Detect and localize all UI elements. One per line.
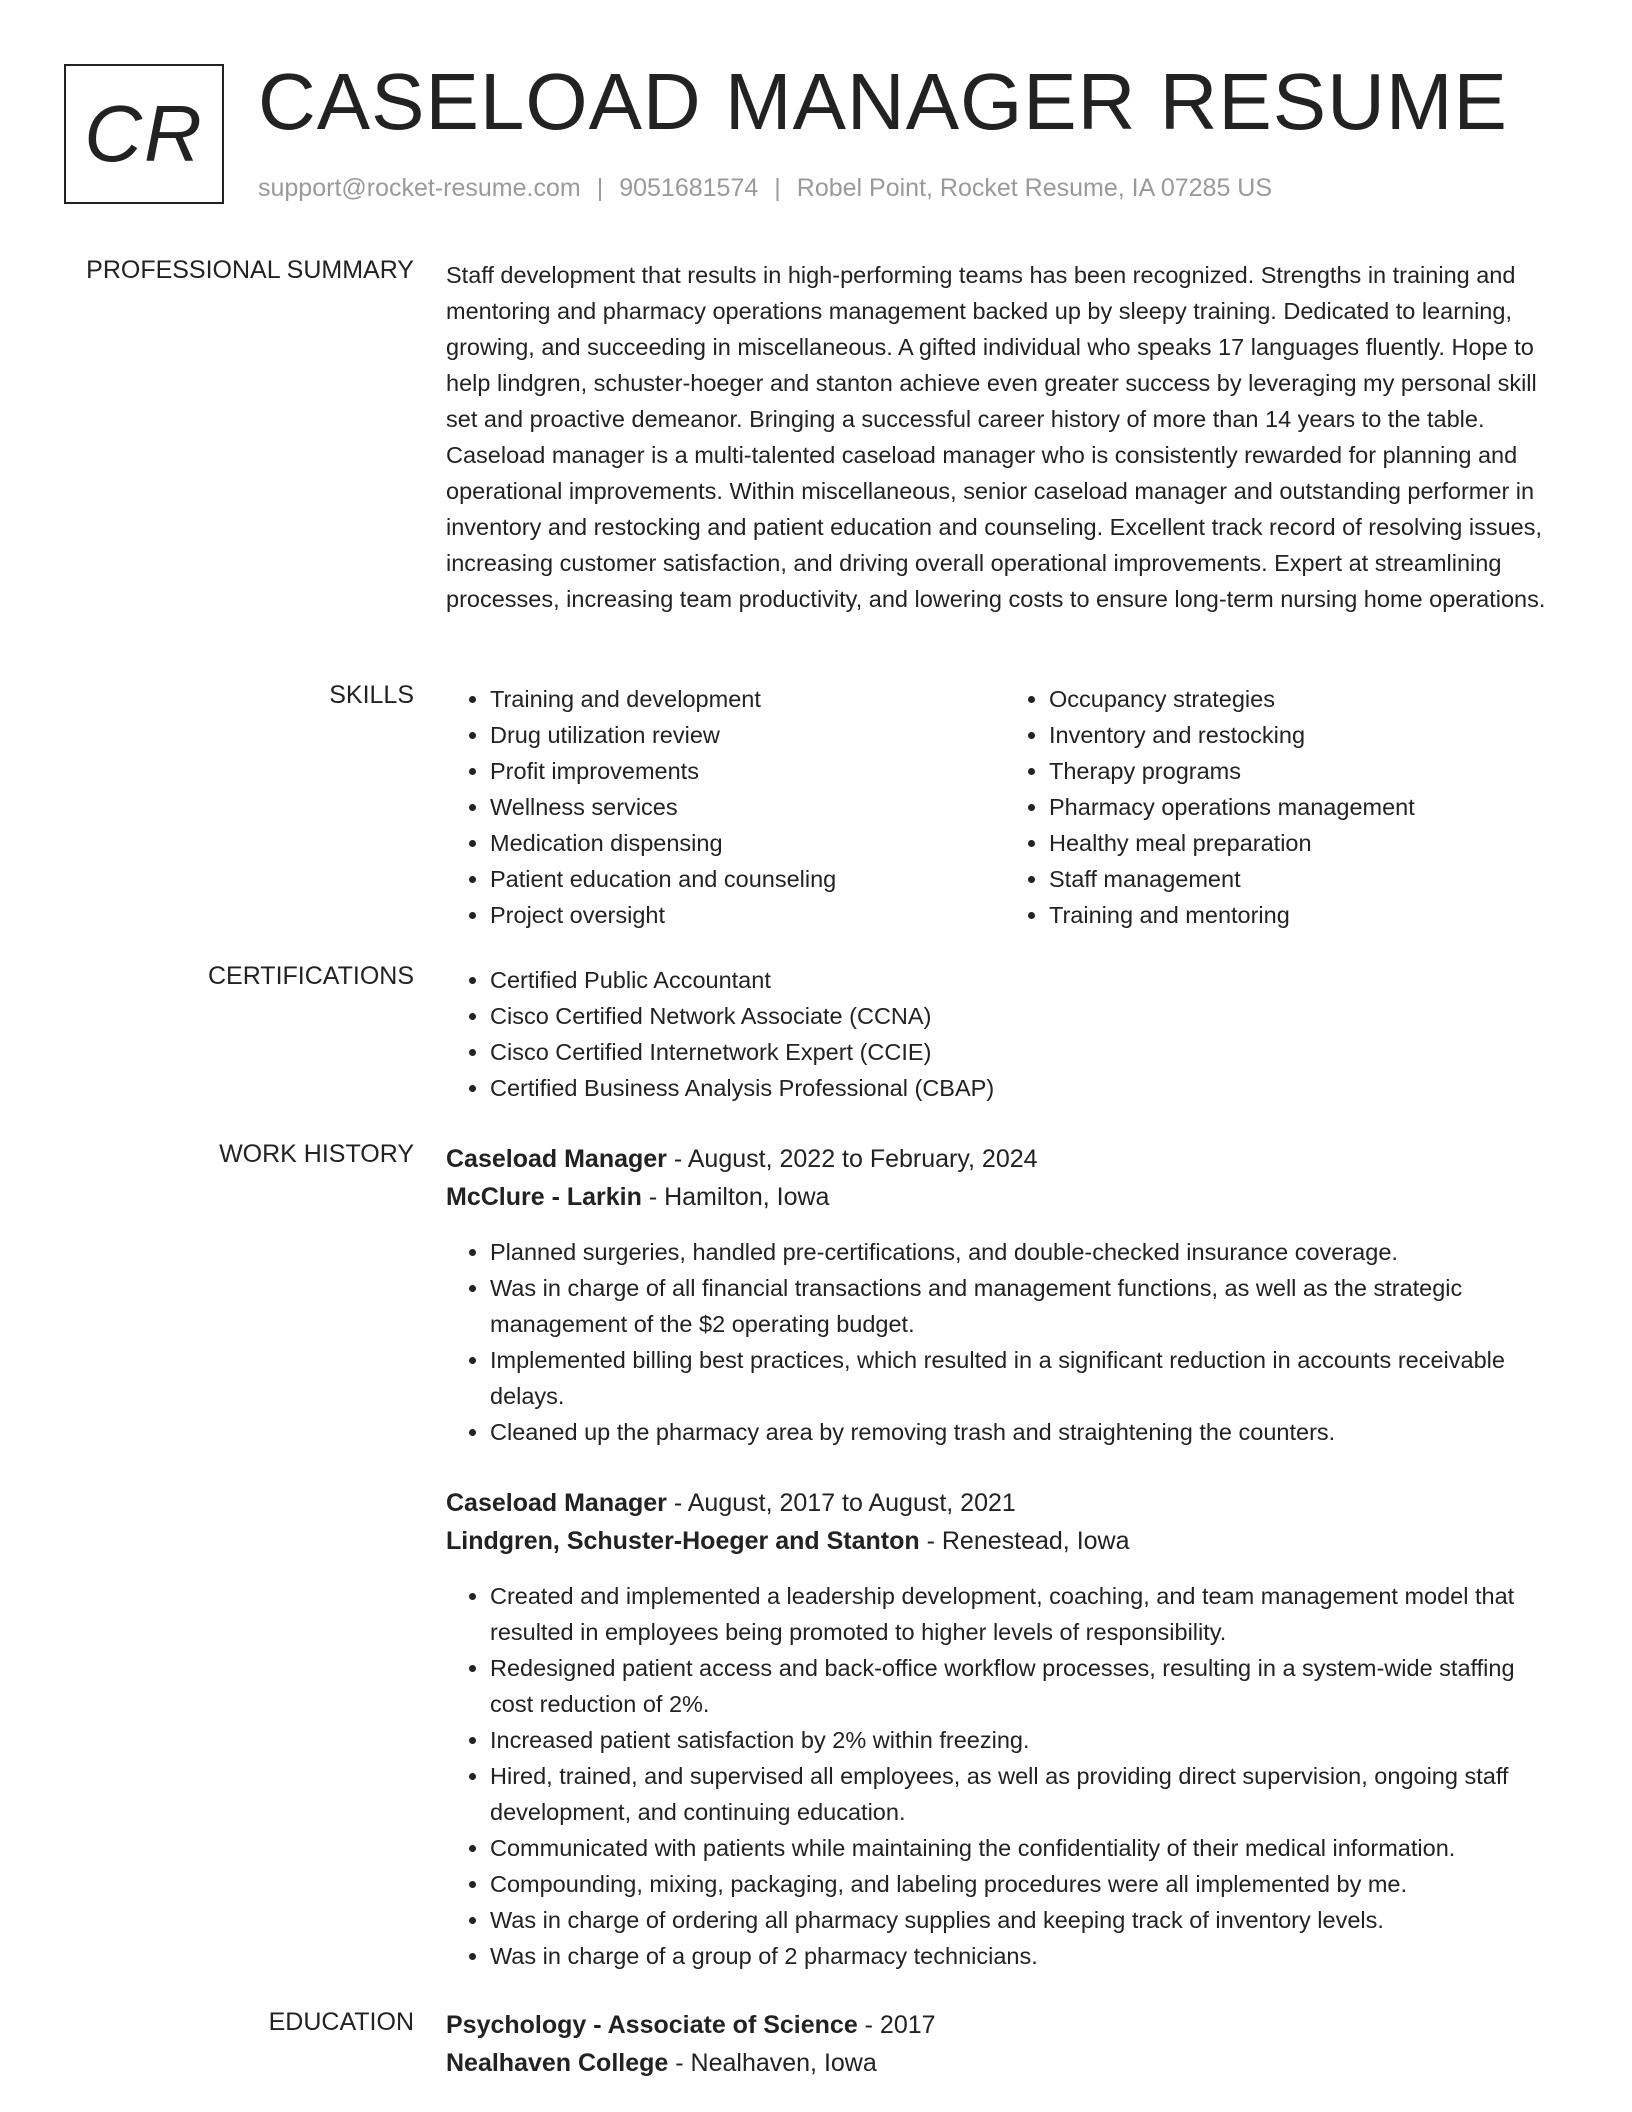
list-item: • Healthy meal preparation (1049, 825, 1564, 861)
list-item: • Planned surgeries, handled pre-certifications, and double-checked insurance coverage. (490, 1234, 1564, 1270)
list-item: • Patient education and counseling (490, 861, 1005, 897)
list-item: • Was in charge of a group of 2 pharmacy technicians. (490, 1938, 1564, 1974)
section-heading-work-history: WORK HISTORY (219, 1140, 414, 1168)
job-company: Lindgren, Schuster-Hoeger and Stanton (446, 1527, 920, 1555)
degree: Psychology - Associate of Science (446, 2011, 858, 2039)
contact-separator: | (596, 174, 604, 202)
job-entry (446, 1140, 1564, 1450)
list-item: • Inventory and restocking (1049, 717, 1564, 753)
job-title: Caseload Manager (446, 1145, 667, 1173)
summary-text: Staff development that results in high-performing teams has been recognized. Strengths in training and mentoring and pharmacy operations management backed up by sleepy training. Dedicated to learning, growing, and succeeding in miscellaneous. A gifted individual who speaks 17 languages fluently. Hope to help lindgren, schuster-hoeger and stanton achieve even greater success by leveraging my personal skill set and proactive demeanor. Bringing a successful career history of more than 14 years to the table. Caseload manager is a multi-talented caseload manager who is consistently rewarded for planning and operational improvements. Within miscellaneous, senior caseload manager and outstanding performer in inventory and restocking and patient education and counseling. Excellent track record of resolving issues, increasing customer satisfaction, and driving overall operational improvements. Expert at streamlining processes, increasing team productivity, and lowering costs to ensure long-term nursing home operations. (446, 262, 1546, 612)
job-bullets (446, 1234, 1564, 1450)
section-heading-summary: PROFESSIONAL SUMMARY (86, 256, 414, 284)
job-entry (446, 1484, 1564, 1974)
list-item: • Training and mentoring (1049, 897, 1564, 933)
list-item: • Pharmacy operations management (1049, 789, 1564, 825)
job-dates: - August, 2022 to February, 2024 (666, 1145, 1038, 1173)
list-item: • Certified Public Accountant (490, 962, 1564, 998)
job-dates: - August, 2017 to August, 2021 (666, 1489, 1016, 1517)
list-item: • Profit improvements (490, 753, 1005, 789)
job-location: - Hamilton, Iowa (641, 1183, 830, 1211)
list-item: • Redesigned patient access and back-office workflow processes, resulting in a system-wide staffing cost reduction of 2%. (490, 1650, 1564, 1722)
list-item: • Hired, trained, and supervised all employees, as well as providing direct supervision, ongoing staff development, and continuing education. (490, 1758, 1564, 1830)
job-title-line (446, 1484, 1564, 1522)
contact-separator: | (774, 174, 781, 202)
skills-column-right (1005, 681, 1564, 933)
list-item: • Implemented billing best practices, which resulted in a significant reduction in accounts receivable delays. (490, 1342, 1564, 1414)
list-item: • Created and implemented a leadership development, coaching, and team management model that resulted in employees being promoted to higher levels of responsibility. (490, 1578, 1564, 1650)
list-item: • Project oversight (490, 897, 1005, 933)
list-item: • Training and development (490, 681, 1005, 717)
list-item: • Was in charge of all financial transactions and management functions, as well as the strategic management of the $2 operating budget. (490, 1270, 1564, 1342)
certifications-list (446, 962, 1564, 1106)
contact-line (258, 174, 1272, 203)
job-company-line (446, 1178, 1564, 1216)
school-location: - Nealhaven, Iowa (668, 2049, 877, 2077)
school-line (446, 2044, 1564, 2082)
skills-list (446, 681, 1564, 933)
resume-title: CASELOAD MANAGER RESUME (258, 57, 1508, 146)
list-item: • Cleaned up the pharmacy area by removing trash and straightening the counters. (490, 1414, 1564, 1450)
contact-phone[interactable]: 9051681574 (619, 174, 759, 202)
list-item: • Certified Business Analysis Professional (CBAP) (490, 1070, 1564, 1106)
list-item: • Drug utilization review (490, 717, 1005, 753)
job-title-line (446, 1140, 1564, 1178)
list-item: • Compounding, mixing, packaging, and labeling procedures were all implemented by me. (490, 1866, 1564, 1902)
job-location: - Renestead, Iowa (919, 1527, 1130, 1555)
list-item: • Therapy programs (1049, 753, 1564, 789)
section-heading-certifications: CERTIFICATIONS (207, 962, 414, 990)
degree-line (446, 2006, 1564, 2044)
skills-column-left (446, 681, 1005, 933)
contact-address: Robel Point, Rocket Resume, IA 07285 US (796, 174, 1273, 202)
list-item: • Medication dispensing (490, 825, 1005, 861)
job-company: McClure - Larkin (446, 1183, 642, 1211)
list-item: • Increased patient satisfaction by 2% within freezing. (490, 1722, 1564, 1758)
resume-header (64, 57, 1568, 214)
list-item: • Occupancy strategies (1049, 681, 1564, 717)
job-title: Caseload Manager (446, 1489, 667, 1517)
list-item: • Staff management (1049, 861, 1564, 897)
school-name: Nealhaven College (446, 2049, 669, 2077)
list-item: • Wellness services (490, 789, 1005, 825)
contact-email[interactable]: support@rocket-resume.com (258, 174, 581, 202)
work-history-body (446, 1140, 1564, 1974)
list-item: • Was in charge of ordering all pharmacy supplies and keeping track of inventory levels. (490, 1902, 1564, 1938)
list-item: • Cisco Certified Internetwork Expert (CCIE) (490, 1034, 1564, 1070)
graduation-year: - 2017 (857, 2011, 936, 2039)
job-company-line (446, 1522, 1564, 1560)
monogram-logo: CR (64, 64, 224, 204)
list-item: • Cisco Certified Network Associate (CCNA) (490, 998, 1564, 1034)
job-bullets (446, 1578, 1564, 1974)
section-heading-skills: SKILLS (329, 681, 414, 709)
education-body (446, 2006, 1564, 2082)
section-heading-education: EDUCATION (268, 2008, 414, 2036)
list-item: • Communicated with patients while maintaining the confidentiality of their medical information. (490, 1830, 1564, 1866)
